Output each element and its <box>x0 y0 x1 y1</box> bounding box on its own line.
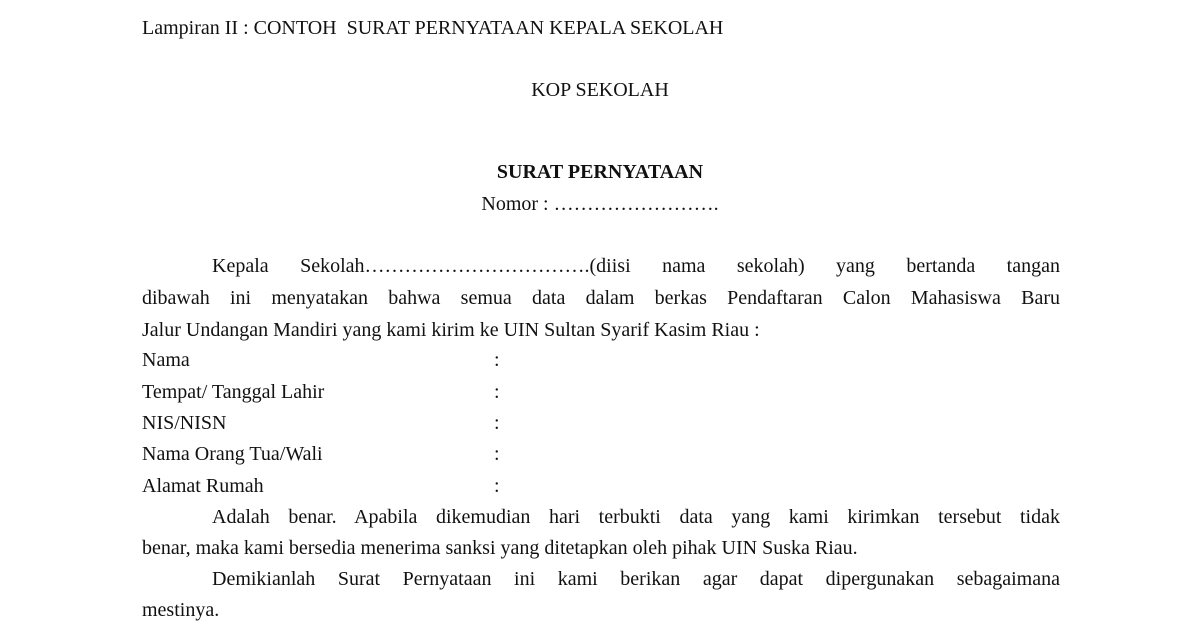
field-colon: : <box>494 443 500 465</box>
closing-line-1: Demikianlah Surat Pernyataan ini kami berikan agar dapat dipergunakan sebagaimana <box>212 568 1060 590</box>
field-label-ttl: Tempat/ Tanggal Lahir <box>142 381 325 403</box>
field-label-nama: Nama <box>142 349 190 371</box>
field-label-nis: NIS/NISN <box>142 412 227 434</box>
field-colon: : <box>494 381 500 403</box>
intro-line-2: dibawah ini menyatakan bahwa semua data dalam berkas Pendaftaran Calon Mahasiswa Baru <box>142 287 1060 309</box>
statement-line-1: Adalah benar. Apabila dikemudian hari terbukti data yang kami kirimkan tersebut tidak <box>212 506 1060 528</box>
kop-sekolah: KOP SEKOLAH <box>531 79 669 101</box>
field-colon: : <box>494 349 500 371</box>
field-label-alamat: Alamat Rumah <box>142 475 264 497</box>
letter-number: Nomor : ……………………. <box>481 193 719 215</box>
statement-line-2: benar, maka kami bersedia menerima sanksi yang ditetapkan oleh pihak UIN Suska Riau. <box>142 537 858 559</box>
field-label-ortu: Nama Orang Tua/Wali <box>142 443 323 465</box>
field-colon: : <box>494 412 500 434</box>
closing-line-2: mestinya. <box>142 599 220 621</box>
intro-line-1: Kepala Sekolah…………………………….(diisi nama sekolah) yang bertanda tangan <box>212 255 1060 277</box>
lampiran-heading: Lampiran II : CONTOH SURAT PERNYATAAN KEPALA SEKOLAH <box>142 17 724 39</box>
field-colon: : <box>494 475 500 497</box>
letter-title: SURAT PERNYATAAN <box>496 161 704 183</box>
intro-line-3: Jalur Undangan Mandiri yang kami kirim ke UIN Sultan Syarif Kasim Riau : <box>142 319 760 341</box>
